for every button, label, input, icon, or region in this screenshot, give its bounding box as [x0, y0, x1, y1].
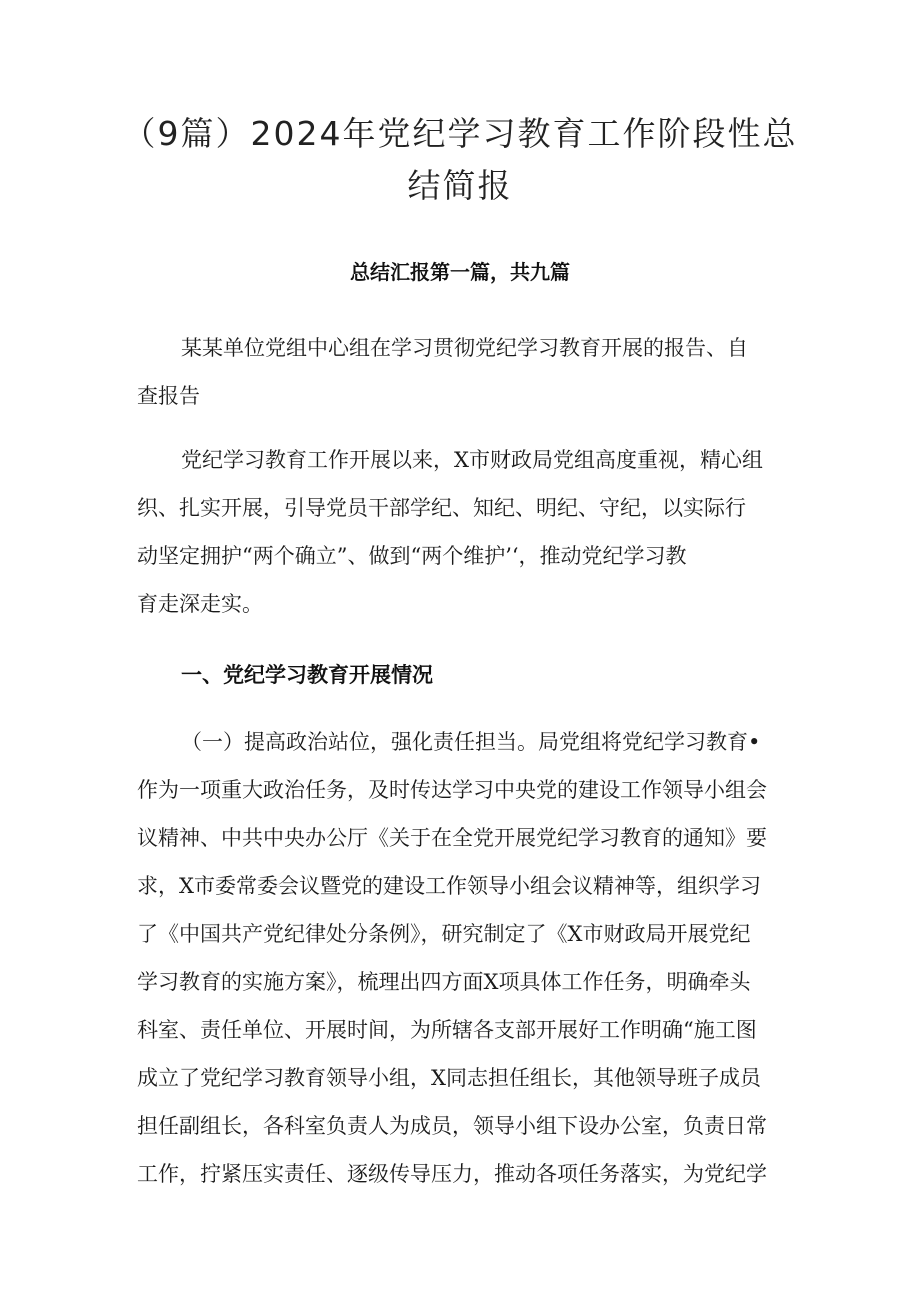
text-line: 织、扎实开展，引导党员干部学纪、知纪、明纪、守纪，以实际行 [137, 496, 746, 520]
text-line: 育走深走实。 [137, 592, 263, 616]
text-line: 科室、责任单位、开展时间，为所辖各支部开展好工作明确“施工图 [137, 1018, 757, 1042]
document-title [120, 108, 800, 212]
section-body-paragraph [137, 718, 785, 1198]
section-heading: 一、党纪学习教育开展情况 [181, 663, 433, 687]
text-line: 成立了党纪学习教育领导小组，X同志担任组长，其他领导班子成员 [137, 1066, 761, 1090]
intro-paragraph [137, 436, 785, 628]
text-line: 某某单位党组中心组在学习贯彻党纪学习教育开展的报告、自 [181, 336, 748, 360]
text-line: 工作，拧紧压实责任、逐级传导压力，推动各项任务落实，为党纪学 [137, 1162, 767, 1186]
document-title-line: 结简报 [407, 166, 513, 205]
text-line: 动坚定拥护“两个确立”、做到“两个维护’‘，推动党纪学习教 [137, 544, 687, 568]
text-line: 学习教育的实施方案》，梳理出四方面X项具体工作任务，明确牵头 [137, 970, 751, 994]
text-line: 作为一项重大政治任务，及时传达学习中央党的建设工作领导小组会 [137, 778, 767, 802]
text-line: 求，X市委常委会议暨党的建设工作领导小组会议精神等，组织学习 [137, 874, 761, 898]
text-line: 查报告 [137, 384, 200, 408]
document-title-line: （9篇）2024年党纪学习教育工作阶段性总 [122, 114, 798, 153]
text-line: 了《中国共产党纪律处分条例》，研究制定了《X市财政局开展党纪 [137, 922, 751, 946]
text-line: （一）提高政治站位，强化责任担当。局党组将党纪学习教育• [181, 730, 761, 754]
text-line: 担任副组长，各科室负责人为成员，领导小组下设办公室，负责日常 [137, 1114, 767, 1138]
text-line: 议精神、中共中央办公厅《关于在全党开展党纪学习教育的通知》要 [137, 826, 767, 850]
text-line: 党纪学习教育工作开展以来，X市财政局党组高度重视，精心组 [181, 448, 763, 472]
report-title-paragraph [137, 324, 785, 420]
document-subtitle: 总结汇报第一篇，共九篇 [350, 260, 570, 284]
